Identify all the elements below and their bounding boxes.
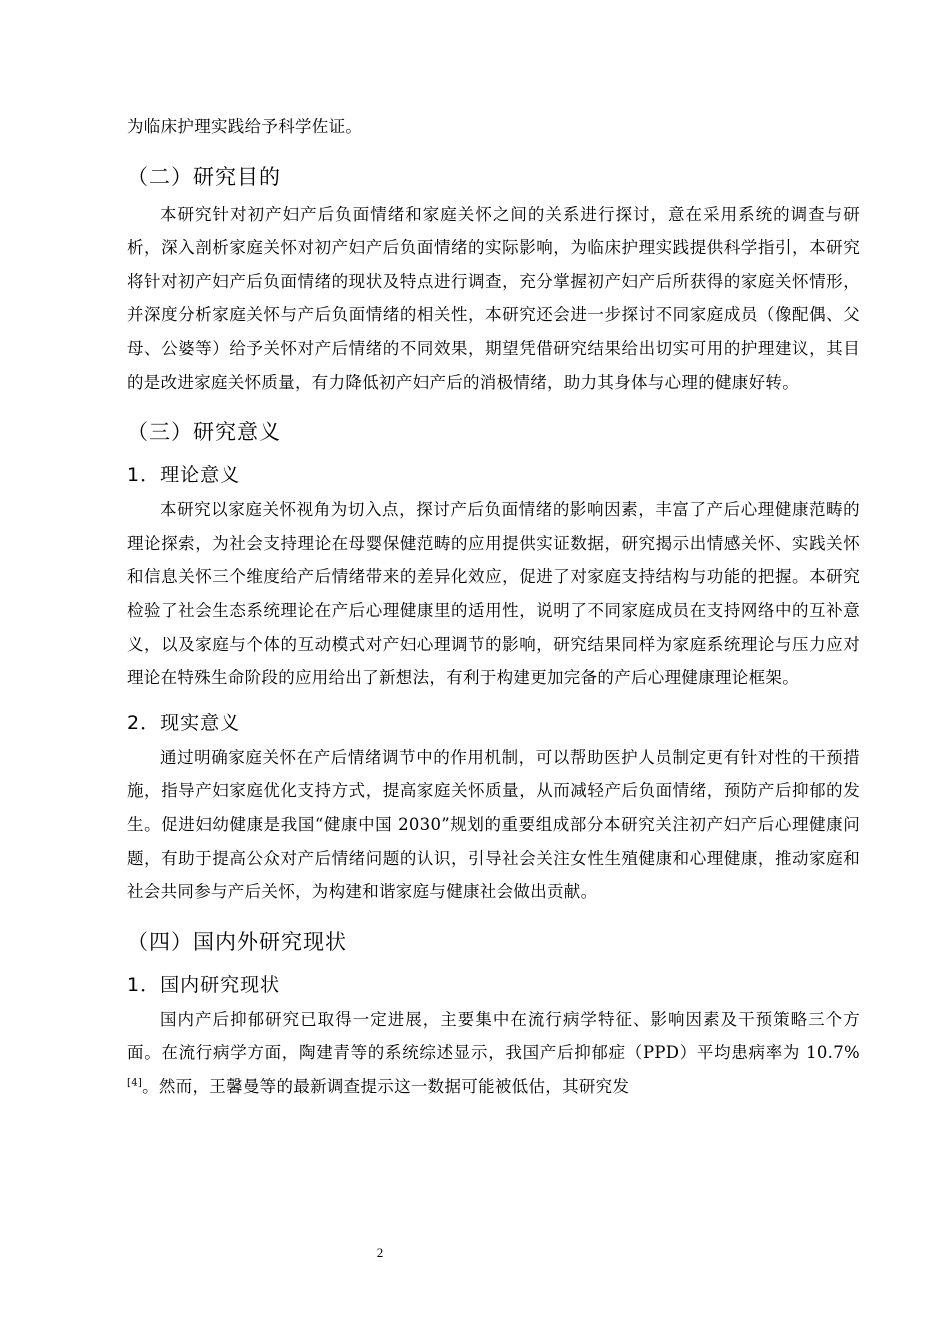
domestic-text-part-1: 国内产后抑郁研究已取得一定进展，主要集中在流行病学特征、影响因素及干预策略三个方面。在流行病学方面，陶建青等的系统综述显示，我国产后抑郁症（PPD）平均患病率为 10.7% xyxy=(127,1009,860,1063)
citation-ref: [4] xyxy=(127,1077,143,1089)
domestic-research-paragraph xyxy=(127,1003,860,1104)
purpose-paragraph: 本研究针对初产妇产后负面情绪和家庭关怀之间的关系进行探讨，意在采用系统的调查与研析，深入剖析家庭关怀对初产妇产后负面情绪的实际影响，为临床护理实践提供科学指引，本研究将针对初产妇产后负面情绪的现状及特点进行调查，充分掌握初产妇产后所获得的家庭关怀情形，并深度分析家庭关怀与产后负面情绪的相关性，本研究还会进一步探讨不同家庭成员（像配偶、父母、公婆等）给予关怀对产后情绪的不同效果，期望凭借研究结果给出切实可用的护理建议，其目的是改进家庭关怀质量，有力降低初产妇产后的消极情绪，助力其身体与心理的健康好转。 xyxy=(127,204,860,392)
subheading-theoretical-significance: 1．理论意义 xyxy=(127,464,241,487)
intro-paragraph: 为临床护理实践给予科学佐证。 xyxy=(127,117,363,136)
section-heading-significance: （三）研究意义 xyxy=(127,420,281,445)
domestic-text-part-2: 。然而，王馨曼等的最新调查提示这一数据可能被低估，其研究发 xyxy=(142,1076,630,1096)
subheading-practical-significance: 2．现实意义 xyxy=(127,711,241,734)
practical-significance-paragraph: 通过明确家庭关怀在产后情绪调节中的作用机制，可以帮助医护人员制定更有针对性的干预措施，指导产妇家庭优化支持方式，提高家庭关怀质量，从而减轻产后负面情绪，预防产后抑郁的发生。促进妇幼健康是我国“健康中国 2030”规划的重要组成部分本研究关注初产妇产后心理健康问题，有助于提高公众对产后情绪问题的认识，引导社会关注女性生殖健康和心理健康，推动家庭和社会共同参与产后关怀，为构建和谐家庭与健康社会做出贡献。 xyxy=(127,747,860,902)
section-heading-purpose: （二）研究目的 xyxy=(127,164,281,189)
subheading-domestic-research: 1．国内研究现状 xyxy=(127,973,281,996)
page-content xyxy=(127,110,860,1103)
section-heading-research-status: （四）国内外研究现状 xyxy=(127,929,347,954)
theoretical-significance-paragraph: 本研究以家庭关怀视角为切入点，探讨产后负面情绪的影响因素，丰富了产后心理健康范畴的理论探索，为社会支持理论在母婴保健范畴的应用提供实证数据，研究揭示出情感关怀、实践关怀和信息关怀三个维度给产后情绪带来的差异化效应，促进了对家庭支持结构与功能的把握。本研究检验了社会生态系统理论在产后心理健康里的适用性，说明了不同家庭成员在支持网络中的互补意义，以及家庭与个体的互动模式对产妇心理调节的影响，研究结果同样为家庭系统理论与压力应对理论在特殊生命阶段的应用给出了新想法，有利于构建更加完备的产后心理健康理论框架。 xyxy=(127,500,860,688)
page-number: 2 xyxy=(376,1245,384,1260)
